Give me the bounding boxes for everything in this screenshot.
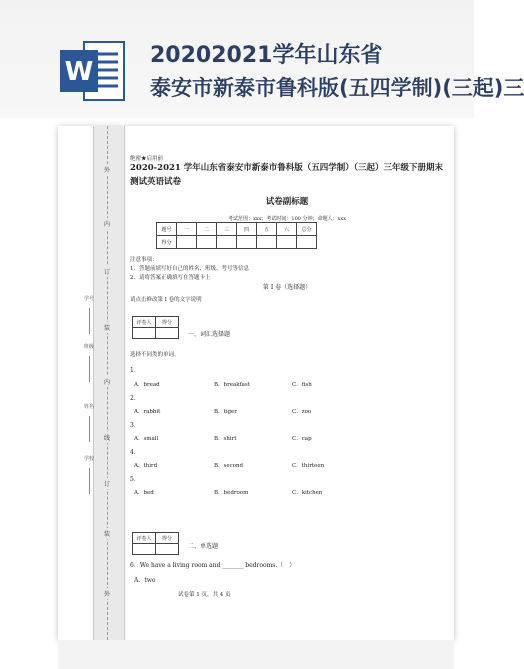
score-table-header-row — [157, 223, 317, 236]
banner-title-line1: 20202021学年山东省 — [150, 43, 383, 68]
part1-instruction: 请点击修改第 I 卷的文字说明 — [130, 297, 202, 303]
grader-score-label: 得分 — [156, 317, 179, 328]
grader-cell — [133, 328, 156, 339]
banner — [0, 0, 524, 118]
binding-char: 线 — [100, 432, 114, 443]
score-cell — [277, 236, 297, 249]
grader-table — [132, 532, 179, 555]
option-b: B．tiger — [214, 409, 237, 415]
score-cell — [197, 236, 217, 249]
option-b: B．shirt — [214, 436, 237, 442]
option-c: C．fish — [292, 382, 312, 388]
score-header-cell: 三 — [217, 223, 237, 236]
page-footer: 试卷第 1 页，共 4 页 — [178, 592, 231, 598]
option-c: C．zoo — [292, 409, 312, 415]
binding-char: 装 — [100, 322, 114, 333]
question-number: 3． — [130, 422, 140, 429]
score-cell — [177, 236, 197, 249]
score-header-cell: 四 — [237, 223, 257, 236]
score-cell — [297, 236, 317, 249]
banner-title-line2: 泰安市新泰市鲁科版(五四学制)(三起)三 — [150, 76, 524, 100]
option-b: B．breakfast — [214, 382, 250, 388]
question-number: 1． — [130, 367, 140, 374]
exam-info: 考试范围：xxx；考试时间：100 分钟；命题人：xxx — [227, 216, 347, 222]
score-cell — [257, 236, 277, 249]
score-header-cell: 五 — [257, 223, 277, 236]
score-header-cell: 六 — [277, 223, 297, 236]
binding-fill-line — [89, 356, 90, 382]
option-a: A．bed — [134, 490, 154, 496]
option-a: A．bread — [134, 382, 160, 388]
secret-label: 绝密★启用前 — [130, 156, 164, 162]
option-a: A．small — [134, 436, 159, 442]
exam-subtitle: 试卷副标题 — [265, 197, 309, 207]
grader-label: 评卷人 — [133, 533, 156, 544]
grader-cell — [133, 544, 156, 555]
score-table — [156, 222, 317, 249]
grader-label: 评卷人 — [133, 317, 156, 328]
binding-label-class: 班级 — [84, 344, 95, 350]
grader-cell — [156, 544, 179, 555]
bottom-strip — [58, 640, 454, 669]
notes-heading: 注意事项： — [130, 257, 158, 263]
option-a: A．rabbit — [134, 409, 161, 415]
exam-paper — [58, 126, 454, 640]
grader-cell — [156, 328, 179, 339]
note-item: 2．请将答案正确填写在答题卡上 — [130, 275, 211, 281]
score-header-cell: 一 — [177, 223, 197, 236]
score-cell — [237, 236, 257, 249]
binding-char: 外 — [100, 588, 114, 599]
question-6-option-a: A．two — [134, 577, 156, 584]
score-header-cell: 总分 — [297, 223, 317, 236]
score-table-row — [157, 236, 317, 249]
option-c: C．kitchen — [292, 490, 323, 496]
score-header-cell: 二 — [197, 223, 217, 236]
score-header-cell: 题号 — [157, 223, 177, 236]
option-b: B．second — [214, 463, 244, 469]
score-row-label: 得分 — [157, 236, 177, 249]
question-6: 6．We have a living room and _______ bedrooms.（ ） — [130, 562, 296, 569]
section1-title: 一、词汇选择题 — [188, 331, 231, 338]
word-document-icon — [58, 38, 128, 104]
option-a: A．third — [134, 463, 158, 469]
question-number: 5． — [130, 476, 140, 483]
binding-label-student-id: 学号 — [84, 296, 95, 302]
binding-fill-line — [89, 308, 90, 334]
section1-instruction: 选择不同类的单词。 — [130, 352, 180, 358]
question-number: 4． — [130, 449, 140, 456]
binding-char: 外 — [100, 164, 114, 175]
question-number: 2． — [130, 395, 140, 402]
binding-fill-line — [89, 416, 90, 442]
word-logo-letter: W — [64, 57, 94, 87]
note-item: 1．答题前填写好自己的姓名、班级、考号等信息 — [130, 266, 250, 272]
binding-char: 订 — [100, 266, 114, 277]
grader-table — [132, 316, 179, 339]
binding-label-name: 姓名 — [84, 404, 95, 410]
binding-char: 订 — [100, 478, 114, 489]
grader-score-label: 得分 — [156, 533, 179, 544]
exam-title: 2020-2021 学年山东省泰安市新泰市鲁科版（五四学制）（三起）三年级下册期末测试英语试卷 — [130, 163, 444, 187]
binding-label-school: 学校 — [84, 456, 95, 462]
binding-char: 内 — [100, 218, 114, 229]
option-b: B．bedroom — [214, 490, 249, 496]
score-cell — [217, 236, 237, 249]
option-c: C．thirteen — [292, 463, 325, 469]
binding-fill-line — [89, 468, 90, 494]
part1-title: 第 I 卷（选择题） — [262, 284, 312, 291]
binding-char: 装 — [100, 528, 114, 539]
section2-title: 二、单选题 — [188, 543, 219, 550]
option-c: C．cap — [292, 436, 312, 442]
binding-char: 内 — [100, 376, 114, 387]
